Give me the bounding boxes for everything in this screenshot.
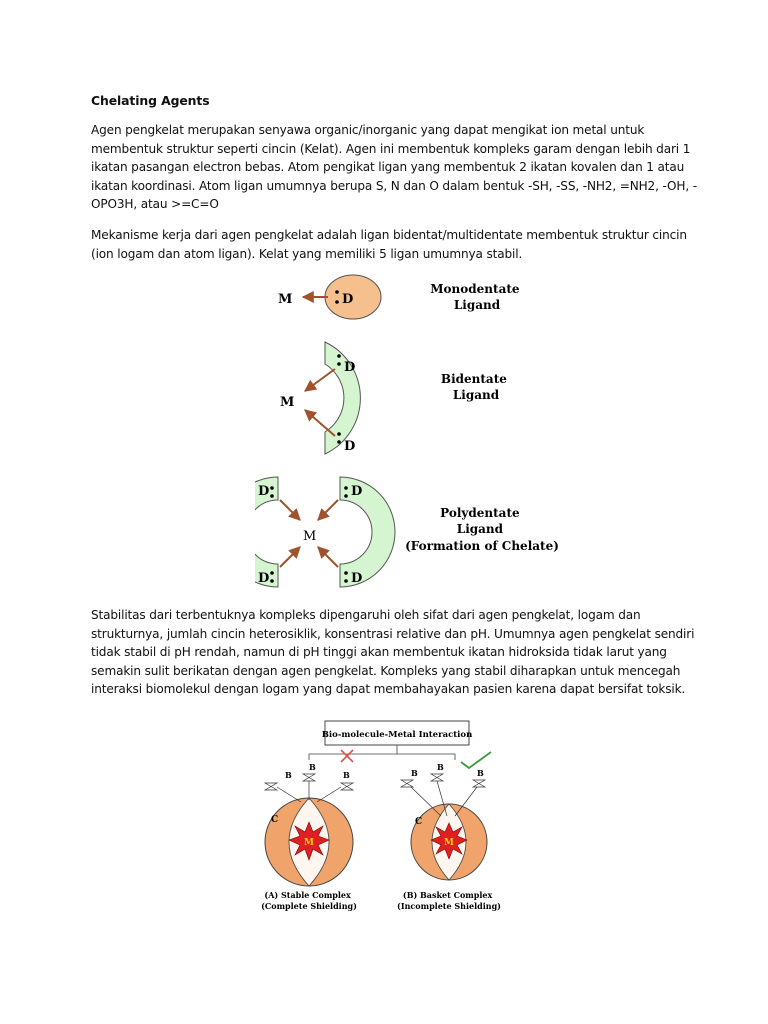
stable-complex bbox=[261, 762, 357, 911]
check-icon bbox=[461, 752, 491, 768]
text-line: ikatan koordinasi. Atom ligan umumnya berupa S, N dan O dalam bentuk -SH, -SS, -NH2, =NH2, -OH, - bbox=[91, 178, 697, 193]
text-line: Stabilitas dari terbentuknya kompleks dipengaruhi oleh sifat dari agen pengkelat, logam dan bbox=[91, 608, 641, 622]
biomolecule-label: B bbox=[437, 762, 444, 772]
metal-label: M bbox=[444, 838, 454, 848]
paragraph-definition bbox=[91, 121, 697, 214]
paragraph-mechanism bbox=[91, 226, 687, 263]
biomolecule-label: B bbox=[411, 768, 418, 778]
text-line: Agen pengkelat merupakan senyawa organic/inorganic yang dapat mengikat ion metal untuk bbox=[91, 123, 645, 137]
polydentate-label: Polydentate Ligand (Formation of Chelate) bbox=[405, 506, 559, 553]
donor-atom-label: D bbox=[342, 292, 354, 307]
figure-title-box bbox=[322, 721, 473, 745]
text-line: (ion logam dan atom ligan). Kelat yang memiliki 5 ligan umumnya stabil. bbox=[91, 246, 523, 261]
text-line: OPO3H, atau >=C=O bbox=[91, 197, 219, 212]
donor-atom-label: D bbox=[351, 484, 363, 499]
text-line: interaksi biomolekul dengan logam yang dapat membahayakan pasien karena dapat bersifat toksik. bbox=[91, 682, 686, 697]
ligand-types-figure bbox=[255, 274, 585, 594]
cross-icon bbox=[341, 750, 353, 762]
caption-basket-complex: (B) Basket Complex (Incomplete Shielding) bbox=[397, 890, 501, 911]
donor-atom-label: D bbox=[344, 439, 356, 454]
text-line: Mekanisme kerja dari agen pengkelat adalah ligan bidentat/multidentate membentuk struktur cincin bbox=[91, 228, 687, 242]
polydentate-diagram bbox=[255, 477, 559, 587]
donor-atom-label: D bbox=[351, 571, 363, 586]
text-line: tidak stabil di pH rendah, namun di pH tinggi akan membentuk ikatan hidroksida tidak larut yang bbox=[91, 645, 667, 660]
basket-complex bbox=[397, 762, 501, 911]
caption-stable-complex: (A) Stable Complex (Complete Shielding) bbox=[261, 890, 357, 911]
biomolecule-label: B bbox=[309, 762, 316, 772]
coordination-arrow bbox=[305, 410, 335, 436]
connector-line bbox=[397, 754, 455, 760]
metal-label: M bbox=[303, 529, 317, 544]
bidentate-diagram bbox=[280, 342, 511, 454]
bidentate-ligand-ring bbox=[325, 342, 360, 454]
donor-atom-label: D bbox=[344, 360, 356, 375]
document-heading: Chelating Agents bbox=[91, 93, 210, 108]
biomolecule-label: B bbox=[343, 770, 350, 780]
text-line: ikatan pasangan electron bebas. Atom pengikat ligan yang membentuk 2 ikatan kovalen dan 1 atau bbox=[91, 160, 685, 175]
coordination-arrow bbox=[318, 500, 338, 520]
donor-atom-label: D bbox=[258, 484, 270, 499]
monodentate-diagram bbox=[278, 275, 524, 319]
connector-line bbox=[309, 745, 397, 760]
metal-label: M bbox=[280, 395, 295, 410]
coordination-arrow bbox=[318, 547, 338, 567]
biomolecule-label: B bbox=[477, 768, 484, 778]
figure-title: Bio-molecule-Metal Interaction bbox=[321, 730, 473, 740]
text-line: semakin sulit berikatan dengan agen pengkelat. Kompleks yang stabil diharapkan untuk mencegah bbox=[91, 663, 681, 678]
bidentate-label: Bidentate Ligand bbox=[440, 372, 507, 402]
coordination-arrow bbox=[305, 369, 335, 391]
coordination-arrow bbox=[280, 547, 300, 567]
text-line: strukturnya, jumlah cincin heterosiklik, konsentrasi relative dan pH. Umumnya agen pengkelat sendiri bbox=[91, 626, 695, 641]
metal-label: M bbox=[278, 292, 293, 307]
chelator-label: C bbox=[271, 815, 279, 825]
monodentate-label: Monodentate Ligand bbox=[430, 282, 520, 312]
text-line: membentuk struktur seperti cincin (Kelat). Agen ini membentuk kompleks garam dengan lebih dari 1 bbox=[91, 141, 691, 156]
biomolecule-metal-figure bbox=[255, 718, 515, 918]
polydentate-right-ring bbox=[340, 477, 395, 587]
chelator-label: C bbox=[415, 817, 423, 827]
paragraph-stability bbox=[91, 606, 695, 699]
metal-label: M bbox=[304, 838, 314, 848]
donor-atom-label: D bbox=[258, 571, 270, 586]
coordination-arrow bbox=[280, 500, 300, 520]
biomolecule-label: B bbox=[285, 770, 292, 780]
